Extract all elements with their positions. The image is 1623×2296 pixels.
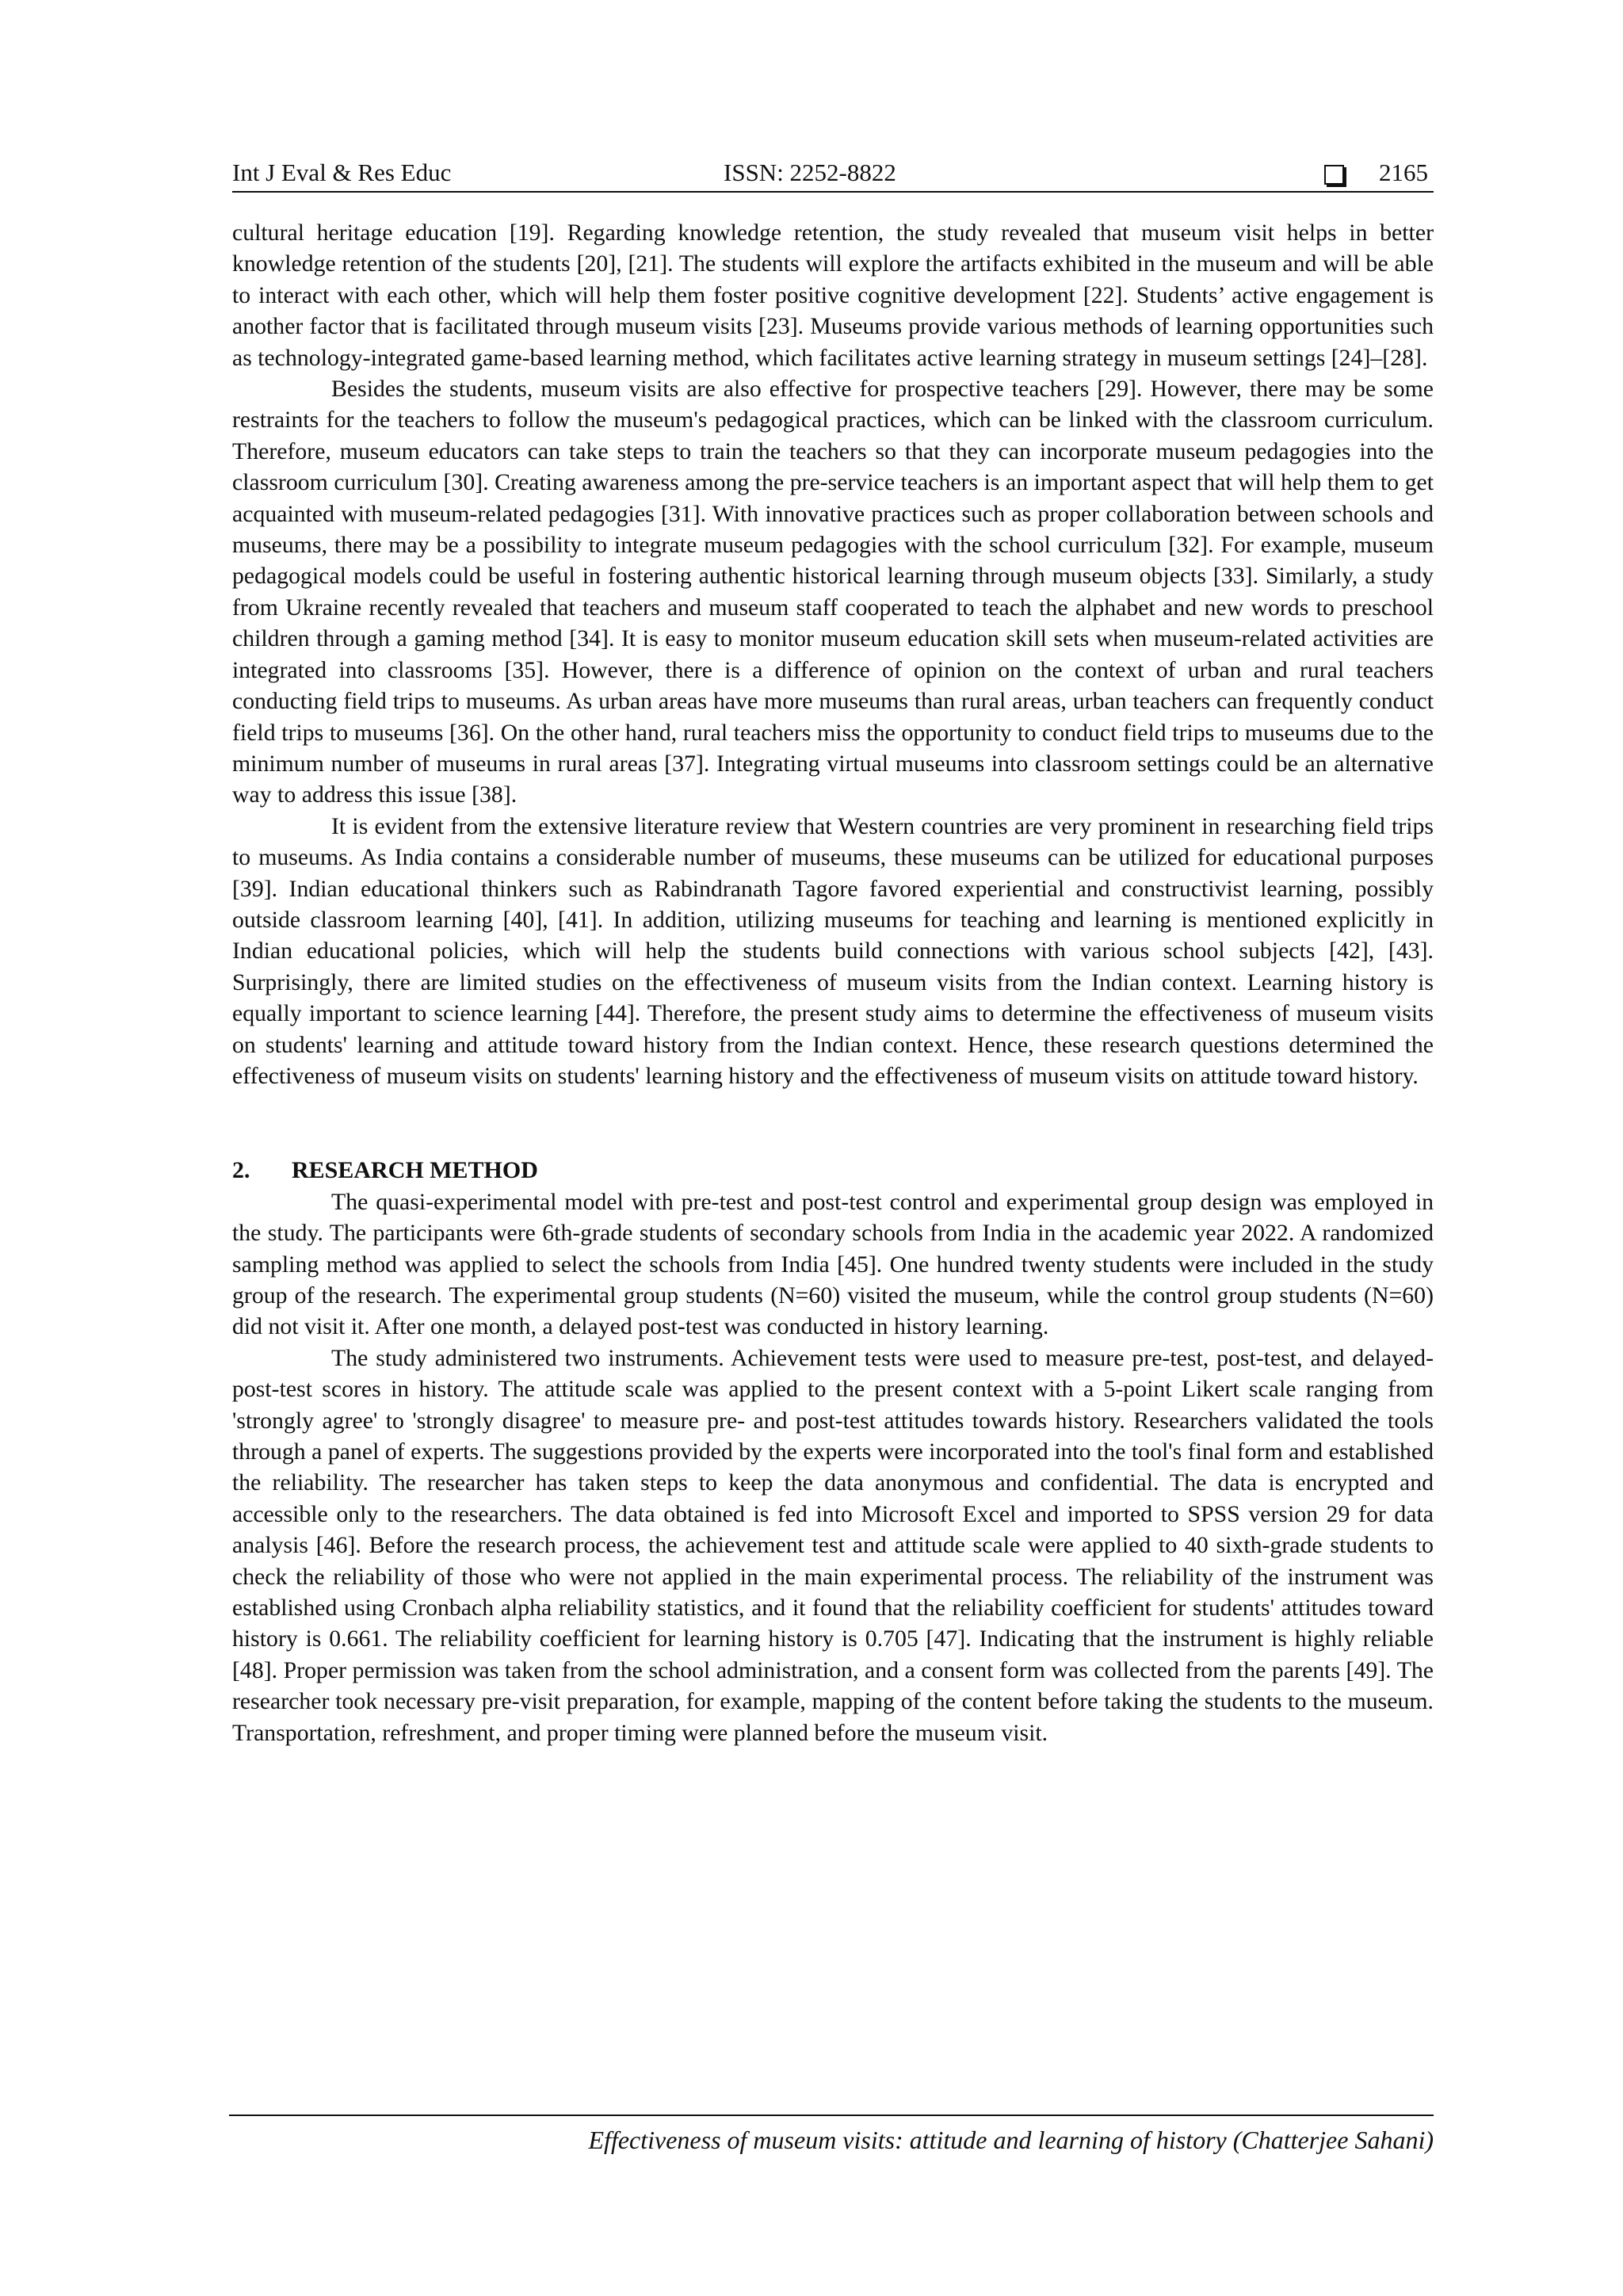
body-paragraph-1: cultural heritage education [19]. Regarding knowledge retention, the study revealed that museum visit helps in better knowledge retention of the students [20], [21]. The students will explore the artifacts exhibited in the museum and will be able to interact with each other, which will help them foster positive cognitive development [22]. Students’ active engagement is another factor that is facilitated through museum visits [23]. Museums provide various methods of learning opportunities such as technology-integrated game-based learning method, which facilitates active learning strategy in museum settings [24]–[28].	[232, 220, 1434, 371]
page-header	[232, 157, 1434, 190]
issn-label: ISSN: 2252-8822	[724, 159, 896, 186]
journal-name: Int J Eval & Res Educ	[232, 159, 452, 186]
body-paragraph-2: Besides the students, museum visits are also effective for prospective teachers [29]. However, there may be some restraints for the teachers to follow the museum's pedagogical practices, which can be linked with the classroom curriculum. Therefore, museum educators can take steps to train the teachers so that they can incorporate museum pedagogies into the classroom curriculum [30]. Creating awareness among the pre-service teachers is an important aspect that will help them to get acquainted with museum-related pedagogies [31]. With innovative practices such as proper collaboration between schools and museums, there may be a possibility to integrate museum pedagogies with the school curriculum [32]. For example, museum pedagogical models could be useful in fostering authentic historical learning through museum objects [33]. Similarly, a study from Ukraine recently revealed that teachers and museum staff cooperated to teach the alphabet and new words to preschool children through a gaming method [34]. It is easy to monitor museum education skill sets when museum-related activities are integrated into classrooms [35]. However, there is a difference of opinion on the context of urban and rural teachers conducting field trips to museums. As urban areas have more museums than rural areas, urban teachers can frequently conduct field trips to museums [36]. On the other hand, rural teachers miss the opportunity to conduct field trips to museums due to the minimum number of museums in rural areas [37]. Integrating virtual museums into classroom settings could be an alternative way to address this issue [38].	[232, 376, 1434, 808]
running-footer: Effectiveness of museum visits: attitude and learning of history (Chatterjee Sahani)	[588, 2126, 1434, 2154]
page-number-group	[1324, 157, 1428, 189]
method-paragraph-2: The study administered two instruments. Achievement tests were used to measure pre-test, post-test, and delayed-post-test scores in history. The attitude scale was applied to the present context with a 5-point Likert scale ranging from 'strongly agree' to 'strongly disagree' to measure pre- and post-test attitudes towards history. Researchers validated the tools through a panel of experts. The suggestions provided by the experts were incorporated into the tool's final form and established the reliability. The researcher has taken steps to keep the data anonymous and confidential. The data is encrypted and accessible only to the researchers. The data obtained is fed into Microsoft Excel and imported to SPSS version 29 for data analysis [46]. Before the research process, the achievement test and attitude scale were applied to 40 sixth-grade students to check the reliability of those who were not applied in the main experimental process. The reliability of the instrument was established using Cronbach alpha reliability statistics, and it found that the reliability coefficient for students' attitudes toward history is 0.661. The reliability coefficient for learning history is 0.705 [47]. Indicating that the instrument is highly reliable [48]. Proper permission was taken from the school administration, and a consent form was collected from the parents [49]. The researcher took necessary pre-visit preparation, for example, mapping of the content before taking the students to the museum. Transportation, refreshment, and proper timing were planned before the museum visit.	[232, 1344, 1434, 1746]
section-title: RESEARCH METHOD	[292, 1157, 538, 1184]
section-spacer	[232, 1091, 1434, 1155]
square-bullet-icon	[1324, 165, 1344, 185]
article-body	[232, 217, 1434, 1748]
section-heading	[232, 1155, 1434, 1186]
footer-rule	[229, 2115, 1434, 2116]
section-number: 2.	[232, 1157, 250, 1184]
method-paragraph-1: The quasi-experimental model with pre-test and post-test control and experimental group design was employed in the study. The participants were 6th-grade students of secondary schools from India in the academic year 2022. A randomized sampling method was applied to select the schools from India [45]. One hundred twenty students were included in the study group of the research. The experimental group students (N=60) visited the museum, while the control group students (N=60) did not visit it. After one month, a delayed post-test was conducted in history learning.	[232, 1188, 1434, 1340]
header-rule	[232, 191, 1434, 193]
body-paragraph-3: It is evident from the extensive literature review that Western countries are very prominent in researching field trips to museums. As India contains a considerable number of museums, these museums can be utilized for educational purposes [39]. Indian educational thinkers such as Rabindranath Tagore favored experiential and constructivist learning, possibly outside classroom learning [40], [41]. In addition, utilizing museums for teaching and learning is mentioned explicitly in Indian educational policies, which will help the students build connections with various school subjects [42], [43]. Surprisingly, there are limited studies on the effectiveness of museum visits from the Indian context. Learning history is equally important to science learning [44]. Therefore, the present study aims to determine the effectiveness of museum visits on students' learning and attitude toward history from the Indian context. Hence, these research questions determined the effectiveness of museum visits on students' learning history and the effectiveness of museum visits on attitude toward history.	[232, 812, 1434, 1089]
page-number: 2165	[1379, 159, 1428, 186]
